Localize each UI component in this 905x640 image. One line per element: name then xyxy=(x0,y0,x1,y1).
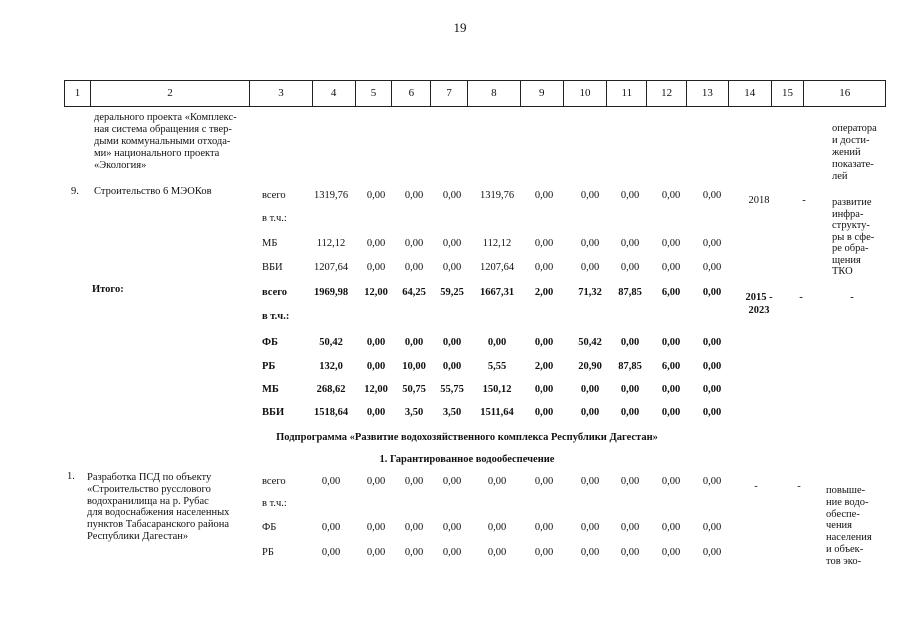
header-col-3: 3 xyxy=(249,81,312,106)
row9-value: 0,00 xyxy=(534,238,554,249)
itogo-value: 87,85 xyxy=(618,287,642,298)
itogo-label: МБ xyxy=(262,384,279,395)
section-title: 1. Гарантированное водообеспечение xyxy=(379,454,555,465)
row1-label: РБ xyxy=(262,547,274,558)
header-col-8: 8 xyxy=(467,81,520,106)
row1-value: 0,00 xyxy=(661,522,681,533)
itogo-value: 0,00 xyxy=(366,361,386,372)
itogo-value: 0,00 xyxy=(702,407,722,418)
row9-value: 0,00 xyxy=(580,238,600,249)
header-col-4: 4 xyxy=(312,81,355,106)
continued-description-line: дыми коммунальными отхода- xyxy=(94,136,231,147)
row1-value: 0,00 xyxy=(661,547,681,558)
row9-label: всего xyxy=(262,190,286,201)
row9-value: 1319,76 xyxy=(313,190,349,201)
row1-value: 0,00 xyxy=(620,476,640,487)
itogo-value: 1969,98 xyxy=(313,287,349,298)
row1-value: 0,00 xyxy=(580,522,600,533)
row9-label: МБ xyxy=(262,238,278,249)
row9-value: 0,00 xyxy=(702,262,722,273)
row-number: 9. xyxy=(71,186,79,197)
row1-value: 0,00 xyxy=(321,547,341,558)
header-col-2: 2 xyxy=(90,81,249,106)
itogo-value: 2,00 xyxy=(534,287,554,298)
itogo-label: в т.ч.: xyxy=(262,311,290,322)
row9-value: 0,00 xyxy=(534,190,554,201)
row9-col16-line: развитие xyxy=(832,197,872,208)
row1-col14: - xyxy=(754,481,758,492)
itogo-col16: - xyxy=(850,292,854,303)
itogo-value: 0,00 xyxy=(661,384,681,395)
row9-label: в т.ч.: xyxy=(262,213,287,224)
continued-col16-line: лей xyxy=(832,171,848,182)
row1-value: 0,00 xyxy=(442,547,462,558)
row1-value: 0,00 xyxy=(442,476,462,487)
itogo-value: 50,42 xyxy=(319,337,343,348)
row9-label: ВБИ xyxy=(262,262,283,273)
itogo-label: РБ xyxy=(262,361,276,372)
header-col-9: 9 xyxy=(520,81,563,106)
row1-name-line: Республики Дагестан» xyxy=(87,531,189,542)
itogo-value: 1511,64 xyxy=(480,407,514,418)
subprogram-title: Подпрограмма «Развитие водохозяйственного комплекса Республики Дагестан» xyxy=(276,432,658,443)
itogo-value: 0,00 xyxy=(620,337,640,348)
itogo-value: 0,00 xyxy=(661,337,681,348)
header-col-5: 5 xyxy=(355,81,392,106)
row1-value: 0,00 xyxy=(366,547,386,558)
itogo-value: 55,75 xyxy=(440,384,464,395)
row1-col16-line: обеспе- xyxy=(826,508,860,520)
itogo-value: 12,00 xyxy=(364,287,388,298)
row9-value: 0,00 xyxy=(702,190,722,201)
row9-value: 0,00 xyxy=(661,238,681,249)
row1-col16-line: ние водо- xyxy=(826,496,869,508)
continued-description-line: ная система обращения с твер- xyxy=(94,124,232,135)
itogo-value: 0,00 xyxy=(534,337,554,348)
row9-value: 112,12 xyxy=(316,238,346,249)
itogo-value: 0,00 xyxy=(442,337,462,348)
itogo-value: 0,00 xyxy=(702,384,722,395)
row9-value: 0,00 xyxy=(620,262,640,273)
row1-value: 0,00 xyxy=(404,547,424,558)
row9-value: 0,00 xyxy=(404,238,424,249)
row1-value: 0,00 xyxy=(487,522,507,533)
itogo-value: 10,00 xyxy=(402,361,426,372)
row9-value: 0,00 xyxy=(442,262,462,273)
itogo-value: 0,00 xyxy=(366,407,386,418)
row1-value: 0,00 xyxy=(702,522,722,533)
row1-value: 0,00 xyxy=(404,522,424,533)
itogo-value: 2,00 xyxy=(534,361,554,372)
continued-description-line: ми» национального проекта xyxy=(94,148,220,159)
row9-col14: 2018 xyxy=(748,195,770,206)
itogo-value: 0,00 xyxy=(620,384,640,395)
row9-value: 0,00 xyxy=(580,190,600,201)
row1-label: в т.ч.: xyxy=(262,498,287,509)
row9-value: 0,00 xyxy=(366,238,386,249)
row1-col16-line: тов эко- xyxy=(826,555,862,567)
table-header-row xyxy=(64,80,886,107)
row1-col16-line: повыше- xyxy=(826,485,866,496)
row9-value: 0,00 xyxy=(620,238,640,249)
row1-value: 0,00 xyxy=(702,476,722,487)
row1-value: 0,00 xyxy=(404,476,424,487)
row1-value: 0,00 xyxy=(702,547,722,558)
row9-value: 1319,76 xyxy=(479,190,515,201)
row1-name-line: Разработка ПСД по объекту xyxy=(87,472,212,483)
continued-col16-line: оператора xyxy=(832,123,877,134)
itogo-value: 0,00 xyxy=(661,407,681,418)
row9-col16-line: щения xyxy=(832,254,861,266)
itogo-value: 0,00 xyxy=(534,407,554,418)
header-col-12: 12 xyxy=(646,81,686,106)
itogo-label: ФБ xyxy=(262,337,278,348)
row9-value: 0,00 xyxy=(442,238,462,249)
row1-value: 0,00 xyxy=(534,522,554,533)
row9-col16-line: структу- xyxy=(832,220,870,231)
page-number: 19 xyxy=(453,20,467,35)
itogo-value: 64,25 xyxy=(402,287,426,298)
itogo-col14: 2023 xyxy=(748,305,770,316)
header-col-10: 10 xyxy=(563,81,607,106)
itogo-value: 0,00 xyxy=(442,361,462,372)
row1-name-line: «Строительство русслового xyxy=(87,483,211,495)
header-col-15: 15 xyxy=(771,81,804,106)
row1-value: 0,00 xyxy=(321,522,341,533)
row9-col16-line: ре обра- xyxy=(832,243,869,254)
row1-value: 0,00 xyxy=(366,522,386,533)
row9-value: 0,00 xyxy=(661,262,681,273)
row9-col16-line: ры в сфе- xyxy=(832,231,875,243)
itogo-value: 0,00 xyxy=(702,337,722,348)
itogo-value: 0,00 xyxy=(534,384,554,395)
itogo-value: 20,90 xyxy=(578,361,602,372)
row9-value: 0,00 xyxy=(404,262,424,273)
itogo-value: 150,12 xyxy=(482,384,512,395)
itogo-label: всего xyxy=(262,287,288,298)
itogo-value: 3,50 xyxy=(404,407,424,418)
row1-value: 0,00 xyxy=(487,476,507,487)
row1-col16-line: и объек- xyxy=(826,544,864,555)
row9-value: 0,00 xyxy=(620,190,640,201)
row1-value: 0,00 xyxy=(487,547,507,558)
itogo-label: Итого: xyxy=(92,284,124,295)
header-col-11: 11 xyxy=(606,81,646,106)
itogo-value: 12,00 xyxy=(364,384,388,395)
row1-name-line: для водоснабжения населенных xyxy=(87,507,230,519)
itogo-col15: - xyxy=(799,292,803,303)
row1-col16-line: чения xyxy=(826,520,853,532)
itogo-value: 0,00 xyxy=(620,407,640,418)
itogo-value: 0,00 xyxy=(404,337,424,348)
row1-value: 0,00 xyxy=(442,522,462,533)
itogo-value: 0,00 xyxy=(580,407,600,418)
header-col-7: 7 xyxy=(430,81,467,106)
row1-value: 0,00 xyxy=(580,476,600,487)
itogo-col14: 2015 - xyxy=(745,292,773,303)
itogo-value: 132,0 xyxy=(319,361,343,372)
row9-value: 1207,64 xyxy=(479,262,515,273)
row9-value: 0,00 xyxy=(404,190,424,201)
itogo-value: 0,00 xyxy=(702,361,722,372)
row1-value: 0,00 xyxy=(620,522,640,533)
row1-value: 0,00 xyxy=(580,547,600,558)
row9-value: 0,00 xyxy=(442,190,462,201)
row1-value: 0,00 xyxy=(534,476,554,487)
itogo-value: 50,75 xyxy=(402,384,426,395)
row9-value: 0,00 xyxy=(661,190,681,201)
row1-col16-line: населения xyxy=(826,532,872,544)
itogo-value: 0,00 xyxy=(366,337,386,348)
itogo-value: 6,00 xyxy=(661,287,681,298)
row1-value: 0,00 xyxy=(366,476,386,487)
row1-col15: - xyxy=(797,481,801,492)
itogo-value: 59,25 xyxy=(440,287,464,298)
row1-name-line: пунктов Табасаранского района xyxy=(87,519,229,531)
row9-value: 112,12 xyxy=(482,238,512,249)
row1-value: 0,00 xyxy=(661,476,681,487)
itogo-value: 50,42 xyxy=(578,337,602,348)
itogo-value: 6,00 xyxy=(661,361,681,372)
row1-name-line: водохранилища на р. Рубас xyxy=(87,495,209,507)
itogo-value: 71,32 xyxy=(578,287,602,298)
row1-label: всего xyxy=(262,476,286,487)
row1-value: 0,00 xyxy=(620,547,640,558)
row9-value: 1207,64 xyxy=(313,262,349,273)
header-col-13: 13 xyxy=(686,81,728,106)
row9-value: 0,00 xyxy=(534,262,554,273)
row9-col16-line: инфра- xyxy=(832,208,864,220)
itogo-value: 0,00 xyxy=(487,337,507,348)
row1-value: 0,00 xyxy=(534,547,554,558)
row9-col16-line: ТКО xyxy=(832,266,853,277)
continued-description-line: дерального проекта «Комплекс- xyxy=(94,112,237,123)
row-name: Строительство 6 МЭОКов xyxy=(94,186,212,197)
row9-col15: - xyxy=(802,195,806,206)
itogo-value: 87,85 xyxy=(618,361,642,372)
row9-value: 0,00 xyxy=(580,262,600,273)
continued-col16-line: показате- xyxy=(832,159,874,170)
itogo-value: 5,55 xyxy=(487,361,507,372)
continued-col16-line: и дости- xyxy=(832,135,870,146)
row9-value: 0,00 xyxy=(366,190,386,201)
itogo-value: 0,00 xyxy=(702,287,722,298)
header-col-14: 14 xyxy=(728,81,771,106)
itogo-value: 3,50 xyxy=(442,407,462,418)
itogo-value: 0,00 xyxy=(580,384,600,395)
header-col-1: 1 xyxy=(74,87,81,99)
header-col-6: 6 xyxy=(391,81,430,106)
header-col-16: 16 xyxy=(803,81,885,106)
itogo-label: ВБИ xyxy=(262,407,285,418)
itogo-value: 1667,31 xyxy=(479,287,515,298)
row9-value: 0,00 xyxy=(702,238,722,249)
row1-label: ФБ xyxy=(262,522,277,533)
itogo-value: 1518,64 xyxy=(313,407,349,418)
row9-value: 0,00 xyxy=(366,262,386,273)
continued-col16-line: жений xyxy=(832,147,861,158)
itogo-value: 268,62 xyxy=(316,384,346,395)
row1-value: 0,00 xyxy=(321,476,341,487)
row-number: 1. xyxy=(67,471,75,482)
continued-description-line: «Экология» xyxy=(94,160,147,171)
